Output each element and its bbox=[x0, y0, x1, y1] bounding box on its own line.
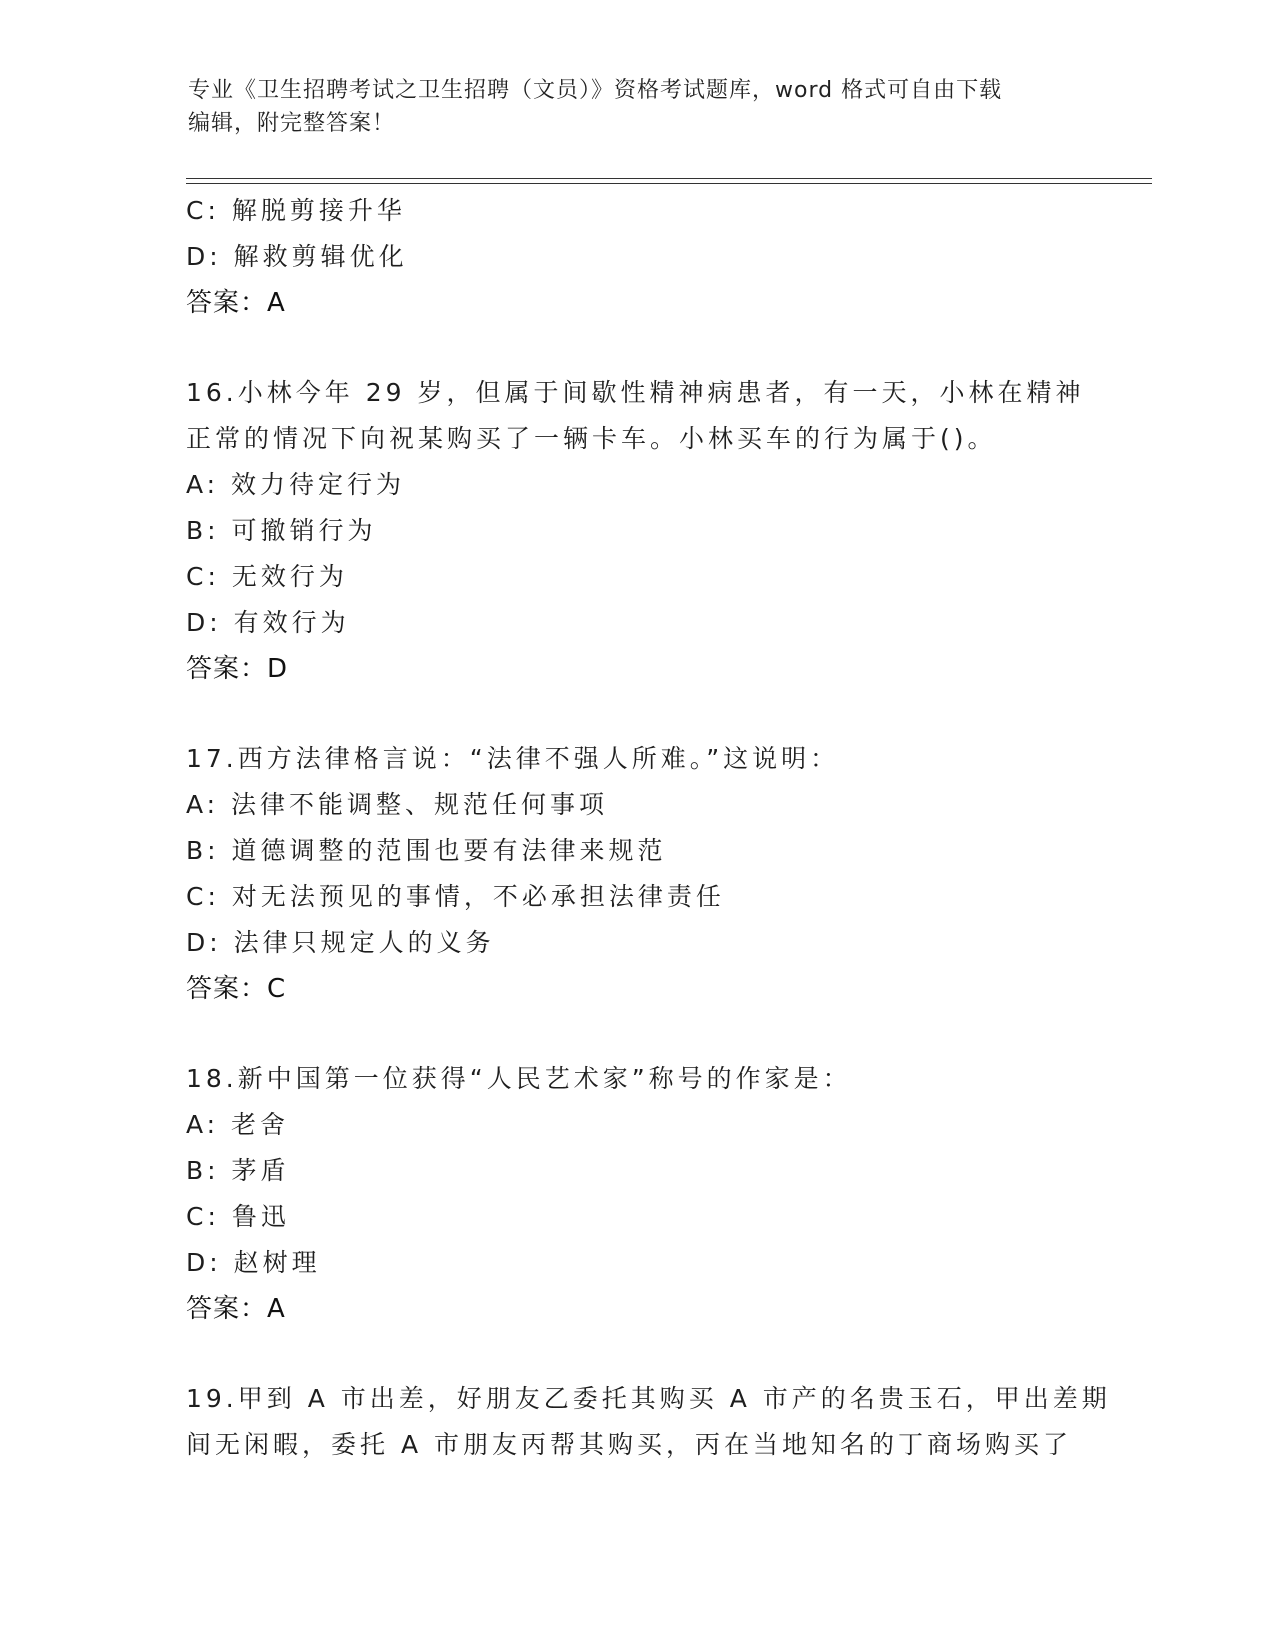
question-stem: 正常的情况下向祝某购买了一辆卡车。小林买车的行为属于()。 bbox=[186, 424, 997, 453]
option-c: C: 对无法预见的事情，不必承担法律责任 bbox=[186, 882, 725, 911]
answer: 答案：C bbox=[186, 974, 287, 1004]
question-list bbox=[186, 188, 1111, 1468]
option-c: C: 解脱剪接升华 bbox=[186, 196, 406, 225]
option-d: D: 有效行为 bbox=[186, 608, 350, 637]
header-line-1: 专业《卫生招聘考试之卫生招聘（文员）》资格考试题库，word 格式可自由下载 bbox=[188, 78, 1003, 103]
spacer bbox=[186, 1012, 1076, 1056]
header-line-2: 编辑，附完整答案！ bbox=[188, 111, 396, 136]
answer: 答案：D bbox=[186, 654, 289, 684]
option-d: D: 赵树理 bbox=[186, 1248, 321, 1277]
header-rule-bottom bbox=[186, 183, 1152, 184]
option-d: D: 法律只规定人的义务 bbox=[186, 928, 495, 957]
question-18 bbox=[186, 1056, 1076, 1332]
question-16 bbox=[186, 370, 1085, 692]
option-a: A: 老舍 bbox=[186, 1110, 290, 1139]
answer: 答案：A bbox=[186, 288, 286, 318]
option-b: B: 道德调整的范围也要有法律来规范 bbox=[186, 836, 667, 865]
question-stem: 19.甲到 A 市出差，好朋友乙委托其购买 A 市产的名贵玉石，甲出差期 bbox=[186, 1384, 1111, 1413]
header-rule-top bbox=[186, 178, 1152, 179]
option-b: B: 可撤销行为 bbox=[186, 516, 377, 545]
option-d: D: 解救剪辑优化 bbox=[186, 242, 408, 271]
question-19 bbox=[186, 1376, 1111, 1468]
answer: 答案：A bbox=[186, 1294, 286, 1324]
question-stem: 18.新中国第一位获得“人民艺术家”称号的作家是： bbox=[186, 1064, 852, 1093]
question-stem: 17.西方法律格言说：“法律不强人所难。”这说明： bbox=[186, 744, 840, 773]
question-17 bbox=[186, 736, 1076, 1012]
question-15-tail bbox=[186, 188, 1076, 326]
question-stem: 间无闲暇，委托 A 市朋友丙帮其购买，丙在当地知名的丁商场购买了 bbox=[186, 1430, 1072, 1459]
option-a: A: 法律不能调整、规范任何事项 bbox=[186, 790, 609, 819]
option-c: C: 鲁迅 bbox=[186, 1202, 290, 1231]
spacer bbox=[186, 692, 1076, 736]
spacer bbox=[186, 1332, 1076, 1376]
question-stem: 16.小林今年 29 岁，但属于间歇性精神病患者，有一天，小林在精神 bbox=[186, 378, 1085, 407]
page-header bbox=[188, 74, 1068, 140]
option-b: B: 茅盾 bbox=[186, 1156, 290, 1185]
spacer bbox=[186, 326, 1076, 370]
option-c: C: 无效行为 bbox=[186, 562, 348, 591]
option-a: A: 效力待定行为 bbox=[186, 470, 406, 499]
